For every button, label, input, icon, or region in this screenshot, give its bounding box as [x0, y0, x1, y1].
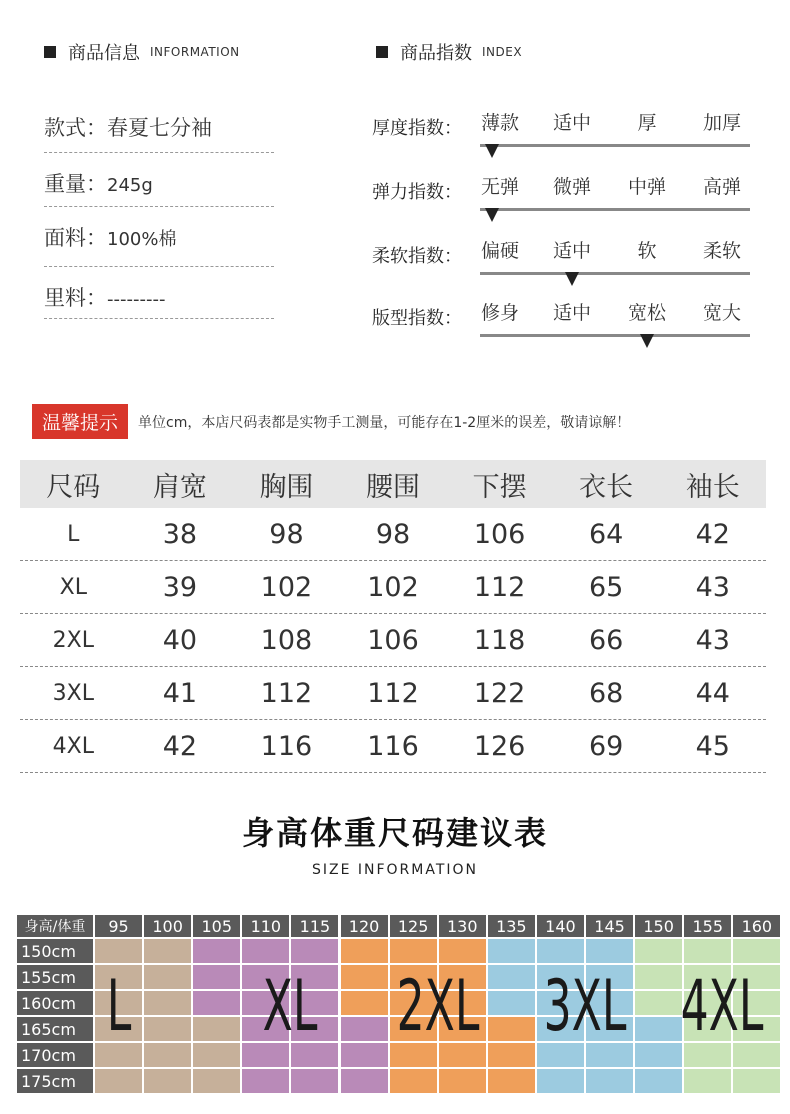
- hw-cell-4xl: [683, 1068, 732, 1094]
- size-table-value-cell: 68: [589, 677, 624, 709]
- size-table-body: [20, 508, 766, 773]
- index-option: 适中: [552, 240, 591, 262]
- hw-weight-header: 130: [438, 914, 487, 938]
- index-option: 中弹: [627, 176, 666, 198]
- index-label: 弹力指数：: [372, 182, 462, 203]
- info-label: 重量：: [44, 172, 107, 196]
- index-option: 偏硬: [480, 240, 519, 262]
- hw-cell-4xl: [732, 1068, 781, 1094]
- product-info-title: 商品信息: [68, 43, 140, 64]
- index-bar: [480, 208, 750, 211]
- index-option: 软: [637, 240, 657, 262]
- size-table-value-cell: 40: [162, 624, 198, 656]
- index-bar: [480, 272, 750, 275]
- hw-cell-l: [94, 1068, 143, 1094]
- hw-chart-subtitle: SIZE INFORMATION: [311, 862, 479, 878]
- hw-size-label: 2XL: [396, 965, 480, 1047]
- index-row: [372, 108, 752, 168]
- hw-cell-4xl: [634, 938, 683, 964]
- size-table-size-cell: 3XL: [52, 680, 94, 706]
- size-table-row: [20, 614, 766, 667]
- hw-size-label: XL: [263, 965, 318, 1047]
- index-option: 修身: [480, 302, 519, 324]
- size-table-value-cell: 106: [367, 624, 419, 656]
- hw-cell-4xl: [683, 938, 732, 964]
- info-label: 里料：: [44, 286, 107, 310]
- product-index-title: 商品指数: [400, 43, 472, 64]
- index-row: [372, 236, 752, 296]
- index-bar: [480, 334, 750, 337]
- index-marker-icon: [485, 144, 499, 158]
- size-table-value-cell: 98: [269, 518, 304, 550]
- index-option: 高弹: [702, 176, 741, 198]
- product-index-title-en: INDEX: [482, 45, 523, 59]
- index-option: 适中: [552, 302, 591, 324]
- size-table-value-cell: 112: [473, 571, 526, 603]
- size-table-size-cell: L: [67, 521, 80, 547]
- size-table-value-cell: 112: [260, 677, 313, 709]
- size-table-value-cell: 64: [589, 518, 624, 550]
- size-table-size-cell: 4XL: [52, 733, 94, 759]
- hw-height-label: 165cm: [16, 1016, 94, 1042]
- size-table-value-cell: 126: [473, 730, 526, 762]
- product-index-header: [376, 40, 522, 64]
- size-table-value-cell: 102: [367, 571, 419, 603]
- index-option: 厚: [637, 112, 657, 134]
- index-marker-icon: [485, 208, 499, 222]
- size-table-size-cell: XL: [59, 574, 87, 600]
- info-value: 245g: [107, 175, 153, 196]
- size-table-row: [20, 720, 766, 773]
- hw-weight-header: 105: [192, 914, 241, 938]
- hw-cell-xl: [241, 1068, 290, 1094]
- size-table-value-cell: 122: [473, 677, 526, 709]
- index-row: [372, 172, 752, 232]
- hw-cell-2xl: [438, 1068, 487, 1094]
- index-option: 柔软: [702, 240, 741, 262]
- tip-badge: 温馨提示: [32, 404, 128, 439]
- index-label: 厚度指数：: [372, 118, 462, 139]
- size-table-header-cell: 袖长: [685, 471, 740, 503]
- dotted-divider: [44, 318, 274, 319]
- index-label: 柔软指数：: [372, 246, 462, 267]
- size-table-header-cell: 胸围: [259, 471, 314, 503]
- size-table-header-cell: 肩宽: [152, 471, 207, 503]
- hw-cell-xl: [290, 1068, 339, 1094]
- dotted-divider: [44, 206, 274, 207]
- index-option: 宽大: [702, 302, 741, 324]
- info-value: 春夏七分袖: [107, 116, 212, 140]
- product-info-header: [44, 40, 240, 64]
- index-option: 无弹: [480, 176, 519, 198]
- hw-weight-header: 145: [585, 914, 634, 938]
- hw-cell-l: [94, 938, 143, 964]
- hw-weight-header: 100: [143, 914, 192, 938]
- size-table-row: [20, 561, 766, 614]
- size-table-value-cell: 102: [260, 571, 313, 603]
- size-table-value-cell: 98: [375, 518, 411, 550]
- index-option: 适中: [552, 112, 591, 134]
- index-marker-icon: [565, 272, 579, 286]
- size-table-size-cell: 2XL: [52, 627, 94, 653]
- size-table-value-cell: 66: [589, 624, 624, 656]
- hw-cell-2xl: [389, 938, 438, 964]
- hw-weight-header: 140: [536, 914, 585, 938]
- dotted-divider: [44, 266, 274, 267]
- hw-cell-xl: [340, 1068, 389, 1094]
- size-table-value-cell: 112: [367, 677, 419, 709]
- hw-weight-header: 135: [487, 914, 536, 938]
- product-info-title-en: INFORMATION: [150, 45, 240, 59]
- tip-text: 单位cm，本店尺码表都是实物手工测量，可能存在1-2厘米的误差，敬请谅解！: [138, 414, 631, 431]
- hw-cell-l: [143, 938, 192, 964]
- size-table-header-cell: 衣长: [579, 471, 634, 503]
- size-table-value-cell: 38: [162, 518, 198, 550]
- hw-cell-3xl: [634, 1068, 683, 1094]
- hw-cell-3xl: [585, 1068, 634, 1094]
- size-table-value-cell: 116: [367, 730, 419, 762]
- hw-weight-header: 95: [94, 914, 143, 938]
- hw-cell-l: [192, 1068, 241, 1094]
- hw-cell-3xl: [585, 938, 634, 964]
- size-table-header-cell: 下摆: [472, 471, 527, 503]
- size-table-value-cell: 118: [473, 624, 526, 656]
- hw-weight-header: 110: [241, 914, 290, 938]
- size-table-value-cell: 43: [695, 624, 730, 656]
- index-option: 宽松: [627, 302, 666, 324]
- size-table-value-cell: 42: [162, 730, 198, 762]
- size-table-value-cell: 108: [260, 624, 313, 656]
- size-table-value-cell: 45: [695, 730, 730, 762]
- info-label: 款式：: [44, 116, 107, 140]
- index-option: 薄款: [480, 112, 519, 134]
- hw-size-label: L: [106, 965, 131, 1047]
- size-table-value-cell: 65: [589, 571, 624, 603]
- size-table-value-cell: 41: [162, 677, 198, 709]
- hw-cell-4xl: [732, 938, 781, 964]
- dotted-divider: [44, 152, 274, 153]
- size-table-value-cell: 43: [695, 571, 730, 603]
- hw-cell-xl: [192, 938, 241, 964]
- index-label: 版型指数：: [372, 308, 462, 329]
- square-bullet-icon: [44, 46, 56, 58]
- size-table-value-cell: 106: [473, 518, 526, 550]
- hw-chart-title: 身高体重尺码建议表: [241, 814, 548, 852]
- size-table-value-cell: 116: [260, 730, 313, 762]
- hw-cell-3xl: [487, 938, 536, 964]
- info-row-lining: [44, 282, 274, 322]
- hw-cell-2xl: [389, 1068, 438, 1094]
- index-option: 微弹: [552, 176, 591, 198]
- size-table: [20, 460, 766, 773]
- hw-cell-3xl: [536, 1068, 585, 1094]
- hw-height-label: 175cm: [16, 1068, 94, 1094]
- hw-cell-xl: [290, 938, 339, 964]
- hw-height-label: 155cm: [16, 964, 94, 990]
- info-value: ---------: [107, 289, 166, 310]
- index-marker-icon: [640, 334, 654, 348]
- hw-height-label: 170cm: [16, 1042, 94, 1068]
- hw-weight-header: 160: [732, 914, 781, 938]
- size-table-row: [20, 508, 766, 561]
- hw-weight-header: 155: [683, 914, 732, 938]
- hw-weight-header: 115: [290, 914, 339, 938]
- hw-cell-2xl: [438, 938, 487, 964]
- hw-corner-label: 身高/体重: [16, 914, 94, 938]
- hw-weight-header: 125: [389, 914, 438, 938]
- tip-bar: [32, 404, 630, 439]
- square-bullet-icon: [376, 46, 388, 58]
- info-row-weight: [44, 168, 274, 208]
- index-option: 加厚: [702, 112, 741, 134]
- index-row: [372, 298, 752, 358]
- info-label: 面料：: [44, 226, 107, 250]
- hw-cell-l: [143, 1068, 192, 1094]
- hw-height-label: 160cm: [16, 990, 94, 1016]
- size-table-value-cell: 42: [695, 518, 730, 550]
- size-table-value-cell: 69: [589, 730, 624, 762]
- hw-weight-header: 120: [340, 914, 389, 938]
- info-value: 100%棉: [107, 229, 177, 250]
- size-table-value-cell: 39: [162, 571, 198, 603]
- hw-cell-xl: [241, 938, 290, 964]
- size-table-header-cell: 腰围: [366, 471, 421, 503]
- size-table-header: [20, 460, 766, 508]
- info-row-style: [44, 112, 274, 152]
- hw-weight-header: 150: [634, 914, 683, 938]
- size-table-row: [20, 667, 766, 720]
- hw-size-label: 3XL: [543, 965, 627, 1047]
- size-table-header-cell: 尺码: [46, 471, 101, 503]
- info-row-fabric: [44, 222, 274, 266]
- hw-height-label: 150cm: [16, 938, 94, 964]
- hw-size-label: 4XL: [681, 965, 764, 1047]
- hw-cell-3xl: [536, 938, 585, 964]
- hw-cell-2xl: [340, 938, 389, 964]
- hw-cell-2xl: [487, 1068, 536, 1094]
- size-table-value-cell: 44: [695, 677, 730, 709]
- index-bar: [480, 144, 750, 147]
